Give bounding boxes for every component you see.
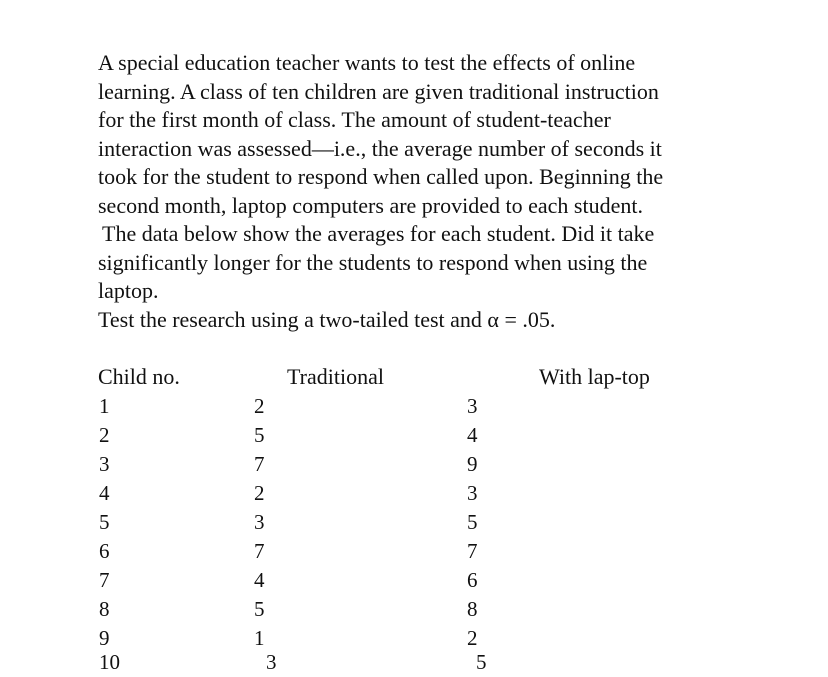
traditional-cell: 2 <box>254 481 265 505</box>
header-traditional: Traditional <box>287 364 384 389</box>
problem-line: A special education teacher wants to test the effects of online <box>98 50 636 75</box>
child-number-cell: 5 <box>99 510 110 534</box>
problem-line: for the first month of class. The amount of student-teacher <box>98 107 611 132</box>
problem-statement <box>98 49 758 334</box>
header-with-laptop: With lap-top <box>539 364 650 389</box>
problem-line: second month, laptop computers are provided to each student. <box>98 192 643 218</box>
traditional-cell: 5 <box>254 597 265 621</box>
child-number-cell: 6 <box>99 539 110 563</box>
laptop-cell: 2 <box>467 626 478 650</box>
child-number-cell: 8 <box>99 597 110 621</box>
problem-line: learning. A class of ten children are given traditional instruction <box>98 78 659 104</box>
traditional-cell: 1 <box>254 626 265 650</box>
laptop-cell: 7 <box>467 539 478 563</box>
traditional-cell: 7 <box>254 452 265 476</box>
laptop-cell: 6 <box>467 568 478 592</box>
problem-line: Test the research using a two-tailed test and α = .05. <box>98 306 556 332</box>
problem-line: laptop. <box>98 278 159 303</box>
child-number-cell: 2 <box>99 423 110 447</box>
traditional-cell: 3 <box>254 510 265 534</box>
laptop-cell: 4 <box>467 423 478 447</box>
laptop-cell: 8 <box>467 597 478 621</box>
laptop-cell: 3 <box>467 394 478 418</box>
header-child-no: Child no. <box>98 364 180 389</box>
problem-line: The data below show the averages for each student. Did it take <box>102 221 655 246</box>
child-number-cell: 10 <box>99 650 120 674</box>
laptop-cell: 5 <box>467 510 478 534</box>
problem-line: took for the student to respond when called upon. Beginning the <box>98 164 664 189</box>
child-number-cell: 9 <box>99 626 110 650</box>
child-number-cell: 4 <box>99 481 110 505</box>
problem-line: significantly longer for the students to respond when using the <box>98 249 648 275</box>
traditional-cell: 3 <box>266 650 277 674</box>
traditional-cell: 4 <box>254 568 265 592</box>
child-number-cell: 7 <box>99 568 110 592</box>
laptop-cell: 5 <box>476 650 487 674</box>
traditional-cell: 2 <box>254 394 265 418</box>
traditional-cell: 5 <box>254 423 265 447</box>
child-number-cell: 3 <box>99 452 110 476</box>
child-number-cell: 1 <box>99 394 110 418</box>
laptop-cell: 9 <box>467 452 478 476</box>
problem-line: interaction was assessed—i.e., the average number of seconds it <box>98 135 662 161</box>
traditional-cell: 7 <box>254 539 265 563</box>
laptop-cell: 3 <box>467 481 478 505</box>
